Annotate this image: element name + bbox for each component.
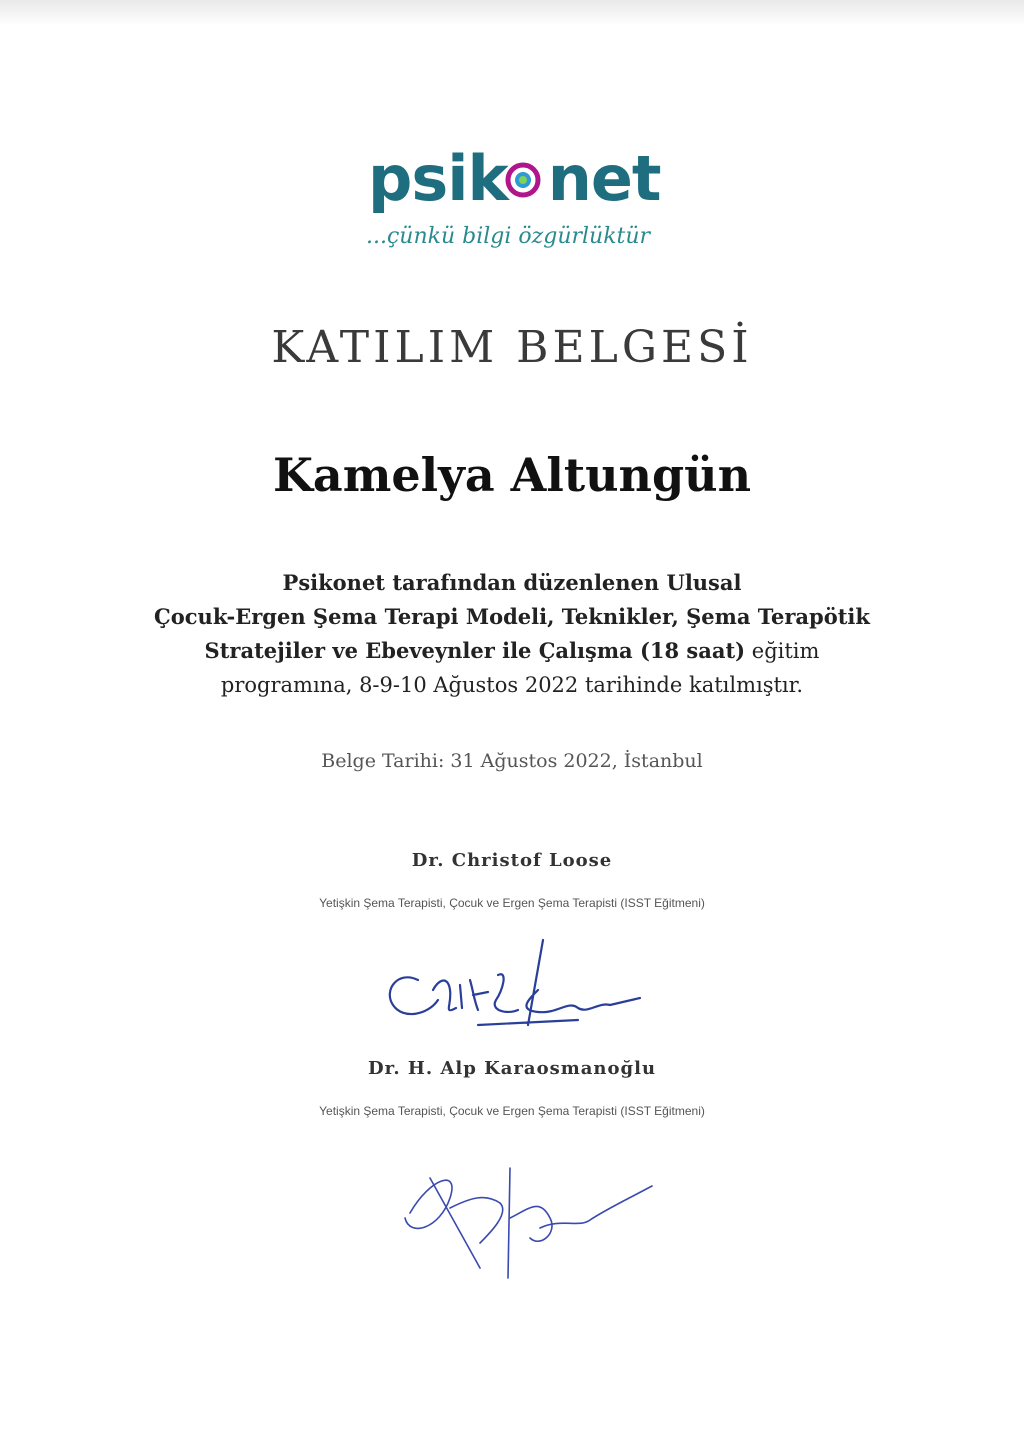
body-line-2: Çocuk-Ergen Şema Terapi Modeli, Teknikler, Şema Terapötik: [154, 604, 870, 629]
signer-1-title: Yetişkin Şema Terapisti, Çocuk ve Ergen Şema Terapisti (ISST Eğitmeni): [319, 896, 705, 910]
logo-ring-icon: [505, 162, 541, 198]
signature-1-image: [378, 930, 658, 1040]
signer-2-name: Dr. H. Alp Karaosmanoğlu: [367, 1058, 657, 1079]
signer-1-name: Dr. Christof Loose: [411, 850, 613, 871]
document-date: Belge Tarihi: 31 Ağustos 2022, İstanbul: [321, 750, 703, 772]
course-title: Stratejiler ve Ebeveynler ile Çalışma (18 saat): [204, 638, 746, 663]
top-shadow: [0, 0, 1024, 26]
body-line-3: Stratejiler ve Ebeveynler ile Çalışma (18 saat) eğitim: [204, 638, 820, 663]
body-line-4: programına, 8-9-10 Ağustos 2022 tarihinde katılmıştır.: [220, 673, 804, 697]
recipient-name: Kamelya Altungün: [272, 448, 752, 502]
logo-tagline: ...çünkü bilgi özgürlüktür: [366, 224, 651, 249]
logo-brand-text: psik net: [368, 142, 661, 215]
certificate-body: [112, 566, 912, 702]
signer-2-title: Yetişkin Şema Terapisti, Çocuk ve Ergen Şema Terapisti (ISST Eğitmeni): [319, 1104, 705, 1118]
psikonet-logo: [358, 142, 678, 268]
signature-2-image: [390, 1158, 670, 1288]
certificate-title: KATILIM BELGESİ: [271, 322, 753, 373]
body-line-1: Psikonet tarafından düzenlenen Ulusal: [282, 570, 742, 595]
